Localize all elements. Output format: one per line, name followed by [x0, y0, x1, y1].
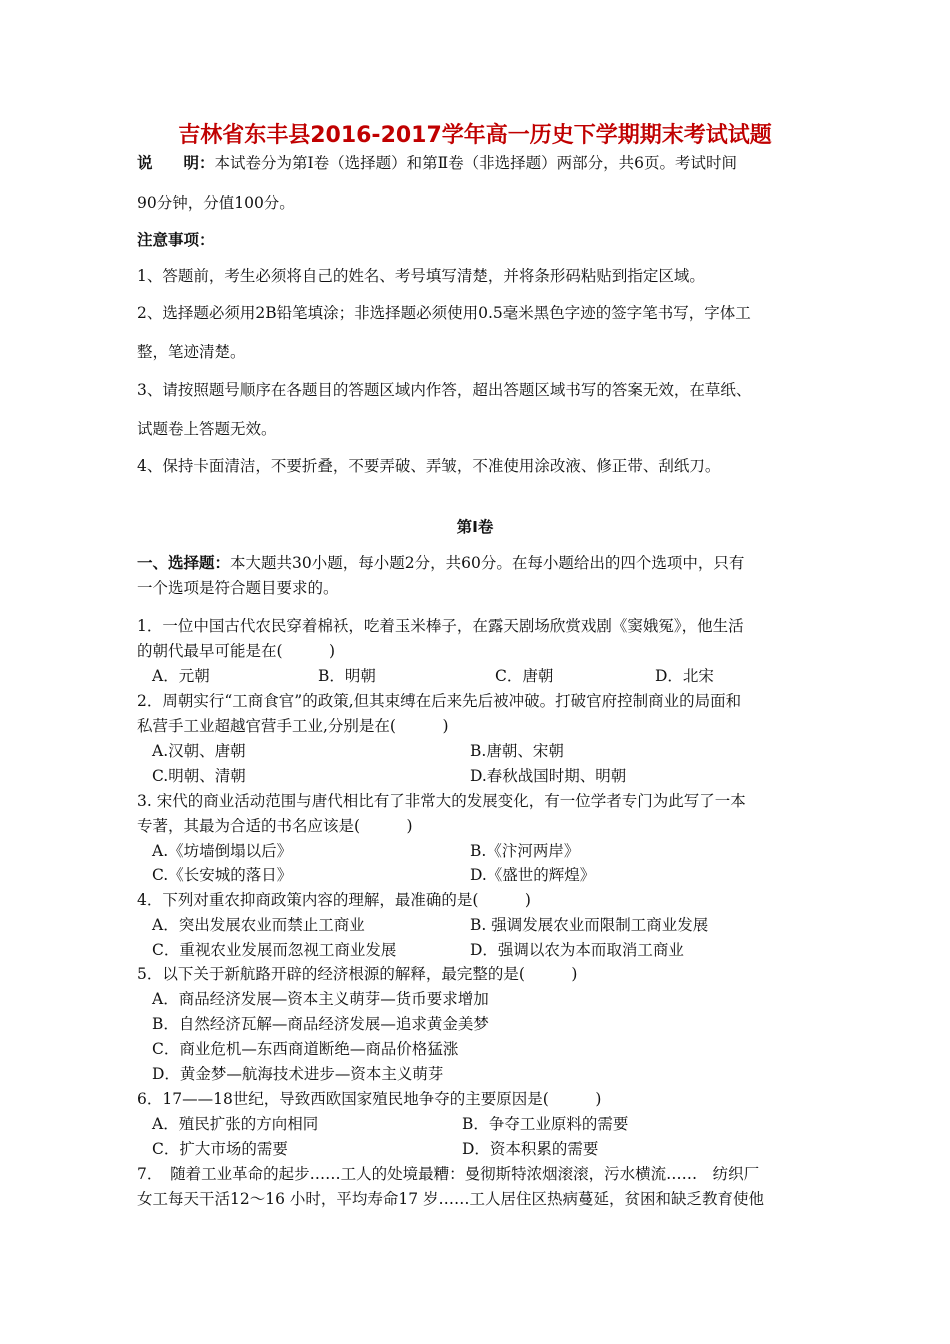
notice-item-3-cont: 试题卷上答题无效。 [137, 420, 277, 438]
question-6-option-c: C．扩大市场的需要 [152, 1140, 288, 1158]
question-2-option-a: A.汉朝、唐朝 [152, 742, 246, 760]
question-6-option-a: A．殖民扩张的方向相同 [152, 1115, 319, 1133]
question-5-option-c: C．商业危机—东西商道断绝—商品价格猛涨 [152, 1040, 459, 1058]
part-text-1: 本大题共30小题，每小题2分，共60分。在每小题给出的四个选项中，只有 [230, 554, 745, 572]
intro-line-2: 90分钟，分值100分。 [137, 194, 295, 212]
notice-item-1: 1、答题前，考生必须将自己的姓名、考号填写清楚，并将条形码粘贴到指定区域。 [137, 267, 705, 285]
section-heading: 第Ⅰ卷 [456, 518, 494, 536]
question-1-option-b: B．明朝 [318, 667, 376, 685]
intro-text-1: 本试卷分为第Ⅰ卷（选择题）和第Ⅱ卷（非选择题）两部分，共6页。考试时间 [214, 154, 738, 172]
question-2-option-c: C.明朝、清朝 [152, 767, 246, 785]
question-4-option-a: A．突出发展农业而禁止工商业 [152, 916, 365, 934]
question-4-option-b: B. 强调发展农业而限制工商业发展 [470, 916, 709, 934]
question-1-line-2: 的朝代最早可能是在( ) [137, 642, 336, 660]
part-line-2: 一个选项是符合题目要求的。 [137, 579, 339, 597]
question-2-option-d: D.春秋战国时期、明朝 [470, 767, 627, 785]
question-2-option-b: B.唐朝、宋朝 [470, 742, 564, 760]
question-1-option-a: A．元朝 [152, 667, 210, 685]
question-2-line-2: 私营手工业超越官营手工业,分别是在( ) [137, 717, 449, 735]
question-5-option-d: D．黄金梦—航海技术进步—资本主义萌芽 [152, 1065, 444, 1083]
question-1-option-d: D．北宋 [655, 667, 714, 685]
intro-line-1 [137, 152, 737, 174]
question-5-line-1: 5．以下关于新航路开辟的经济根源的解释，最完整的是( ) [137, 965, 578, 983]
question-2-line-1: 2．周朝实行“工商食官”的政策,但其束缚在后来先后被冲破。打破官府控制商业的局面和 [137, 692, 742, 710]
question-4-option-c: C．重视农业发展而忽视工商业发展 [152, 941, 397, 959]
question-5-option-b: B．自然经济瓦解—商品经济发展—追求黄金美梦 [152, 1015, 489, 1033]
question-7-line-1: 7． 随着工业革命的起步……工人的处境最糟：曼彻斯特浓烟滚滚，污水横流…… 纺织厂 [137, 1165, 760, 1183]
question-3-option-a: A.《坊墙倒塌以后》 [152, 842, 293, 860]
notice-item-3: 3、请按照题号顺序在各题目的答题区域内作答，超出答题区域书写的答案无效，在草纸、 [137, 381, 752, 399]
question-3-option-d: D.《盛世的辉煌》 [470, 866, 596, 884]
exam-title: 吉林省东丰县2016-2017学年高一历史下学期期末考试试题 [178, 123, 772, 148]
question-7-line-2: 女工每天干活12～16 小时，平均寿命17 岁……工人居住区热病蔓延，贫困和缺乏教育使他 [137, 1190, 765, 1208]
question-5-option-a: A．商品经济发展—资本主义萌芽—货币要求增加 [152, 990, 489, 1008]
question-4-option-d: D．强调以农为本而取消工商业 [470, 941, 684, 959]
question-3-option-b: B.《汴河两岸》 [470, 842, 580, 860]
question-3-line-2: 专著，其最为合适的书名应该是( ) [137, 817, 413, 835]
notice-item-2: 2、选择题必须用2B铅笔填涂；非选择题必须使用0.5毫米黑色字迹的签字笔书写，字体工 [137, 304, 751, 322]
question-3-line-1: 3. 宋代的商业活动范围与唐代相比有了非常大的发展变化，有一位学者专门为此写了一本 [137, 792, 746, 810]
question-1-line-1: 1．一位中国古代农民穿着棉袄，吃着玉米棒子，在露天剧场欣赏戏剧《窦娥冤》，他生活 [137, 617, 744, 635]
question-6-option-d: D．资本积累的需要 [462, 1140, 599, 1158]
notice-item-4: 4、保持卡面清洁，不要折叠，不要弄破、弄皱，不准使用涂改液、修正带、刮纸刀。 [137, 457, 721, 475]
question-4-line-1: 4．下列对重农抑商政策内容的理解，最准确的是( ) [137, 891, 531, 909]
question-6-line-1: 6．17——18世纪，导致西欧国家殖民地争夺的主要原因是( ) [137, 1090, 602, 1108]
question-3-option-c: C.《长安城的落日》 [152, 866, 293, 884]
question-1-option-c: C．唐朝 [495, 667, 554, 685]
part-label: 一、选择题： [137, 554, 231, 572]
question-6-option-b: B．争夺工业原料的需要 [462, 1115, 629, 1133]
notice-item-2-cont: 整，笔迹清楚。 [137, 343, 246, 361]
part-line-1 [137, 552, 744, 574]
notice-heading: 注意事项： [137, 231, 215, 249]
intro-label: 说 明： [137, 154, 215, 172]
